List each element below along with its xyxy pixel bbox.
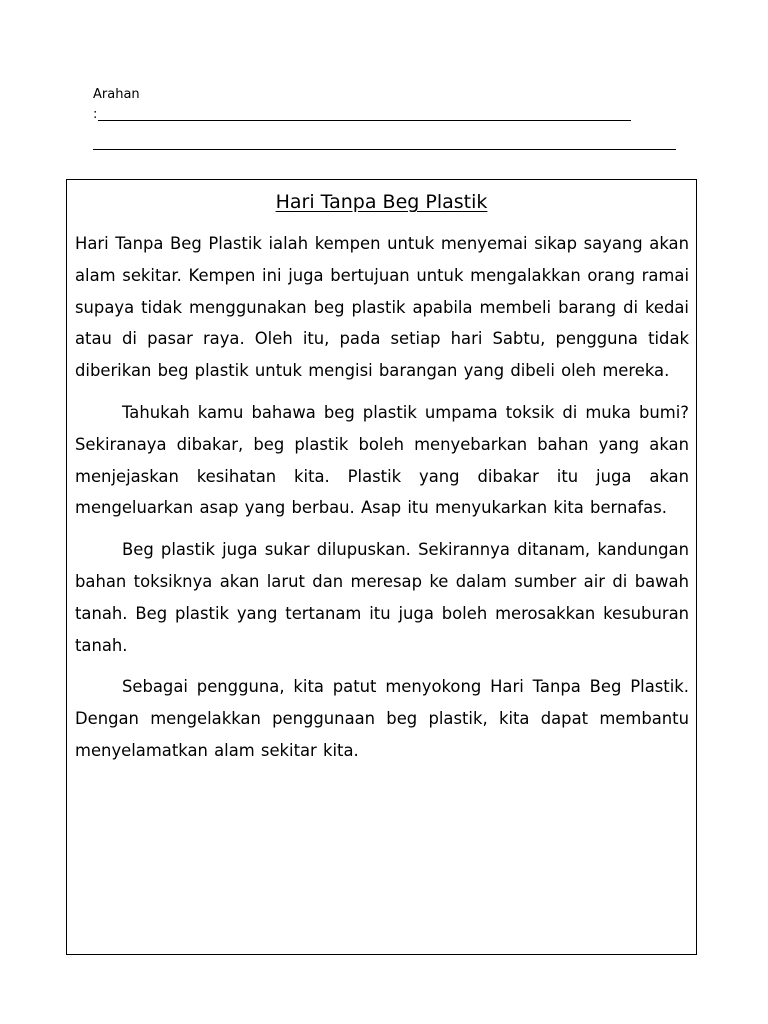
answer-line-1	[98, 120, 631, 121]
passage-title	[67, 188, 696, 216]
paragraph-2: Tahukah kamu bahawa beg plastik umpama toksik di muka bumi? Sekiranaya dibakar, beg plastik boleh menyebarkan bahan yang akan menjejaskan kesihatan kita. Plastik yang dibakar itu juga akan mengeluarkan asap yang berbau. Asap itu menyukarkan kita bernafas.	[75, 402, 689, 518]
instruction-colon: :	[93, 107, 98, 122]
passage-box	[66, 179, 697, 955]
paragraph-4: Sebagai pengguna, kita patut menyokong Hari Tanpa Beg Plastik. Dengan mengelakkan penggunaan beg plastik, kita dapat membantu menyelamatkan alam sekitar kita.	[75, 677, 689, 760]
paragraph-1: Hari Tanpa Beg Plastik ialah kempen untuk menyemai sikap sayang akan alam sekitar. Kempen ini juga bertujuan untuk mengalakkan orang ramai supaya tidak menggunakan beg plastik apabila membeli barang di kedai atau di pasar raya. Oleh itu, pada setiap hari Sabtu, pengguna tidak diberikan beg plastik untuk mengisi barangan yang dibeli oleh mereka.	[75, 234, 689, 381]
instruction-section	[93, 86, 693, 122]
answer-line-2	[93, 149, 676, 150]
paragraph-3: Beg plastik juga sukar dilupuskan. Sekirannya ditanam, kandungan bahan toksiknya akan larut dan meresap ke dalam sumber air di bawah tanah. Beg plastik yang tertanam itu juga boleh merosakkan kesuburan tanah.	[75, 540, 689, 655]
passage-body	[75, 228, 689, 777]
instruction-label: Arahan	[93, 87, 140, 102]
passage-title-text: Hari Tanpa Beg Plastik	[275, 191, 488, 213]
